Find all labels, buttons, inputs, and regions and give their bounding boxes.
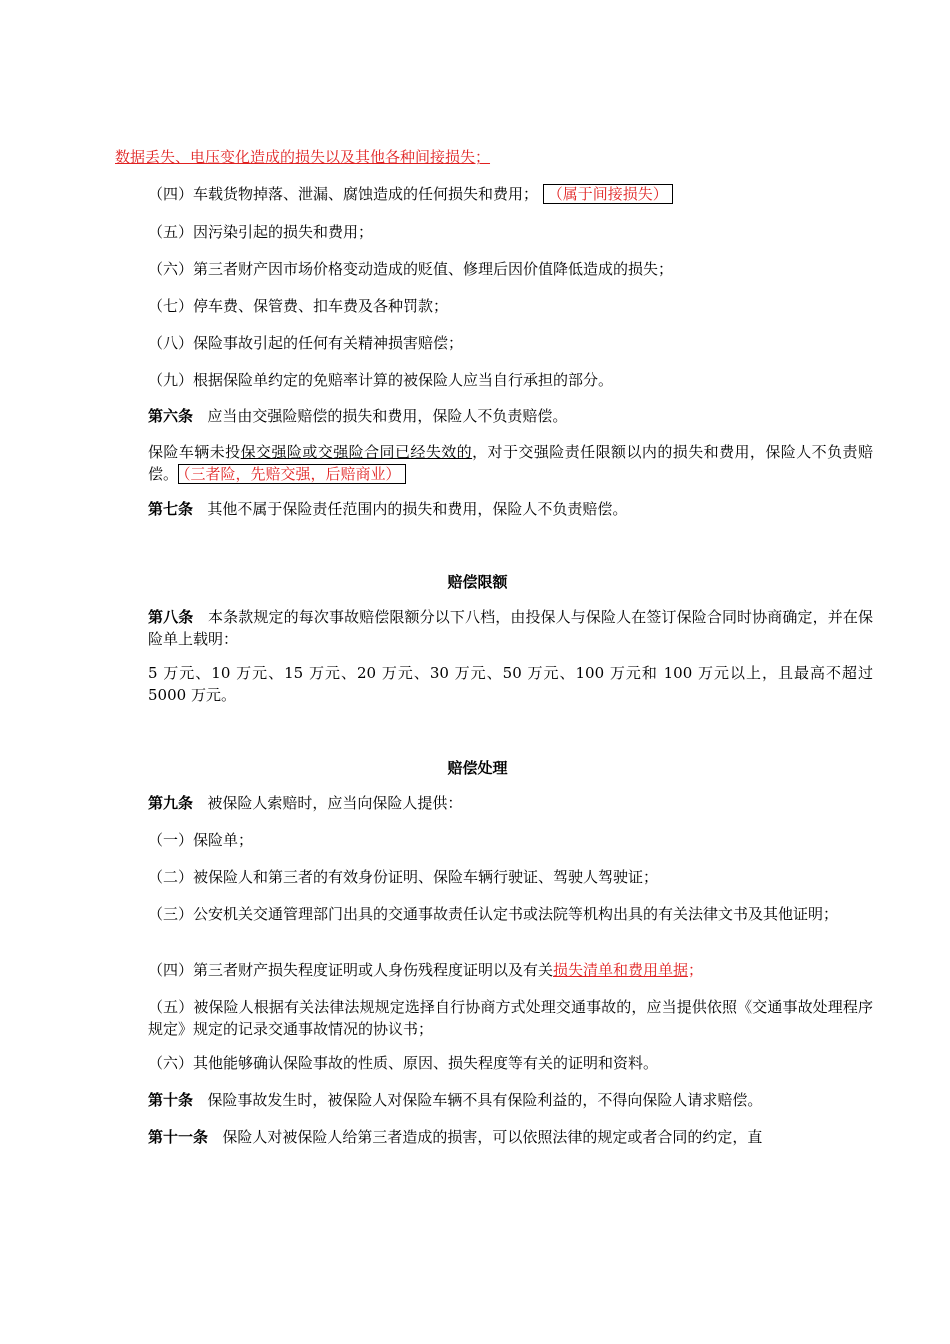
item-4 [115,183,873,205]
item-8: （八）保险事故引起的任何有关精神损害赔偿； [148,334,464,352]
article-6-para2-pre: 保险车辆未投 [148,443,241,461]
claim-item-4 [115,959,873,981]
item-9: （九）根据保险单约定的免赔率计算的被保险人应当自行承担的部分。 [148,371,614,389]
item-5: （五）因污染引起的损失和费用； [148,223,374,241]
item-4-text: （四）车载货物掉落、泄漏、腐蚀造成的任何损失和费用； [148,185,539,203]
article-6-label: 第六条 [148,407,194,425]
claim-item-6: （六）其他能够确认保险事故的性质、原因、损失程度等有关的证明和资料。 [148,1054,659,1072]
claim-item-3: （三）公安机关交通管理部门出具的交通事故责任认定书或法院等机构出具的有关法律文书及其他证明； [148,905,839,923]
annotation-third-party: （三者险，先赔交强，后赔商业） [178,464,406,484]
article-6-text: 应当由交强险赔偿的损失和费用，保险人不负责赔偿。 [207,407,568,425]
item-7: （七）停车费、保管费、扣车费及各种罚款； [148,297,449,315]
article-8-text: 本条款规定的每次事故赔偿限额分以下八档，由投保人与保险人在签订保险合同时协商确定，并在保险单上载明： [148,608,873,648]
item-6: （六）第三者财产因市场价格变动造成的贬值、修理后因价值降低造成的损失； [148,260,674,278]
section-heading-claims: 赔偿处理 [447,759,508,777]
line-indirect-loss: 数据丢失、电压变化造成的损失以及其他各种间接损失； [115,148,491,166]
article-6-para2-post: ，对于交强险责任限额以内的损失和费用，保险人不负责赔偿。 [148,443,873,483]
article-6-para2-underlined: 保交强险或交强险合同已经失效的 [240,443,473,461]
limits-list: 5 万元、10 万元、15 万元、20 万元、30 万元、50 万元、100 万元和 100 万元以上，且最高不超过 5000 万元。 [148,664,873,704]
article-7 [115,498,873,520]
article-9-text: 被保险人索赔时，应当向保险人提供： [207,794,463,812]
article-7-label: 第七条 [148,500,194,518]
claim-item-2: （二）被保险人和第三者的有效身份证明、保险车辆行驶证、驾驶人驾驶证； [148,868,659,886]
article-11-label: 第十一条 [148,1128,209,1146]
article-6-para2 [115,441,873,485]
article-8-label: 第八条 [148,608,194,626]
article-7-text: 其他不属于保险责任范围内的损失和费用，保险人不负责赔偿。 [207,500,628,518]
claim-item-4-pre: （四）第三者财产损失程度证明或人身伤残程度证明以及有关 [148,961,554,979]
article-11-text: 保险人对被保险人给第三者造成的损害，可以依照法律的规定或者合同的约定，直 [222,1128,763,1146]
article-6 [115,405,873,427]
article-10-text: 保险事故发生时，被保险人对保险车辆不具有保险利益的，不得向保险人请求赔偿。 [207,1091,763,1109]
article-9-label: 第九条 [148,794,194,812]
article-10-label: 第十条 [148,1091,194,1109]
claim-item-4-post: ； [688,961,704,979]
claim-item-1: （一）保险单； [148,831,254,849]
article-9 [115,792,873,814]
section-heading-limits: 赔偿限额 [447,573,508,591]
claim-item-4-highlight: 损失清单和费用单据 [553,961,689,979]
article-10 [115,1089,873,1111]
article-11 [115,1126,873,1148]
article-8 [115,606,873,650]
claim-item-5: （五）被保险人根据有关法律法规规定选择自行协商方式处理交通事故的，应当提供依照《交通事故处理程序规定》规定的记录交通事故情况的协议书； [148,998,873,1038]
annotation-indirect-loss: （属于间接损失） [543,184,673,204]
